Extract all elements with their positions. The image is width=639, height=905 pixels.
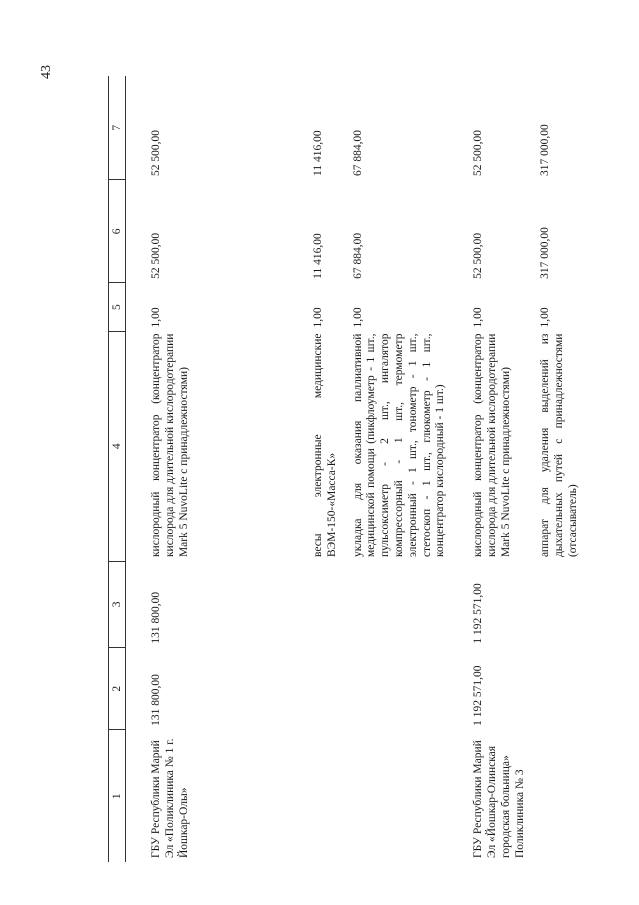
- amount-cell: 131 800,00: [150, 674, 162, 726]
- price-cell: 67 884,00: [351, 232, 364, 279]
- equipment-name-cell: кислородный концентратор (концентратор кислорода для длительной кислородотерапии Mark 5 NuvoLite с принадлежностями): [472, 333, 512, 558]
- equipment-name-cell: кислородный концентратор (концентратор кислорода для длительной кислородотерапии Mark 5 NuvoLite с принадлежностями): [150, 333, 190, 558]
- price-cell: 11 416,00: [312, 233, 324, 279]
- price-cell: 52 500,00: [472, 232, 485, 279]
- column-header: 4: [109, 332, 126, 562]
- quantity-cell: 1,00: [150, 307, 162, 328]
- table-row: [340, 76, 449, 862]
- amount-cell: 1 192 571,00: [472, 583, 485, 644]
- table-row: [300, 76, 340, 862]
- page-number: 43: [39, 65, 54, 79]
- quantity-cell: 1,00: [472, 307, 485, 328]
- header-row: [109, 76, 126, 862]
- quantity-cell: 1,00: [351, 307, 364, 328]
- organization-cell: ГБУ Республики Марий Эл «Йошкар-Олинская городская больница» Поликлиника № 3: [472, 740, 526, 858]
- total-cell: 11 416,00: [312, 130, 324, 176]
- rotated-table-container: [108, 76, 579, 862]
- equipment-name-cell: аппарат для удаления выделений из дыхательных путей с принадлежностями (отсасыватель): [539, 333, 579, 558]
- table-row: [448, 76, 527, 862]
- price-cell: 317 000,00: [539, 227, 552, 279]
- column-header: 2: [109, 648, 126, 730]
- data-table: [108, 76, 581, 862]
- quantity-cell: 1,00: [539, 307, 552, 328]
- organization-cell: ГБУ Республики Марий Эл «Поликлиника № 1 г. Йошкар-Олы»: [150, 738, 190, 858]
- table-row: [527, 76, 580, 862]
- total-cell: 317 000,00: [539, 124, 552, 176]
- column-header: 6: [109, 180, 126, 283]
- equipment-name-cell: укладка для оказания паллиативной медицинской помощи (пикфлоуметр - 1 шт., пульсоксиметр - 2 шт., ингалятор компрессорный - 1 шт., термометр электронный - 1 шт., тонометр - 1 шт., стетоскоп - 1 шт., глюкометр - 1 шт., концентратор кислородный - 1 шт.): [351, 333, 447, 558]
- total-cell: 52 500,00: [472, 129, 485, 176]
- total-cell: 67 884,00: [351, 129, 364, 176]
- column-header: 5: [109, 283, 126, 332]
- equipment-name-cell: весы электронные медицинские ВЭМ-150-«Масса-К»: [312, 333, 338, 558]
- amount-cell: 131 800,00: [150, 591, 162, 644]
- total-cell: 52 500,00: [150, 129, 162, 176]
- price-cell: 52 500,00: [150, 232, 162, 279]
- amount-cell: 1 192 571,00: [472, 665, 485, 726]
- column-header: 1: [109, 730, 126, 862]
- quantity-cell: 1,00: [312, 307, 324, 328]
- column-header: 3: [109, 561, 126, 648]
- column-header: 7: [109, 76, 126, 180]
- table-row: [126, 76, 301, 862]
